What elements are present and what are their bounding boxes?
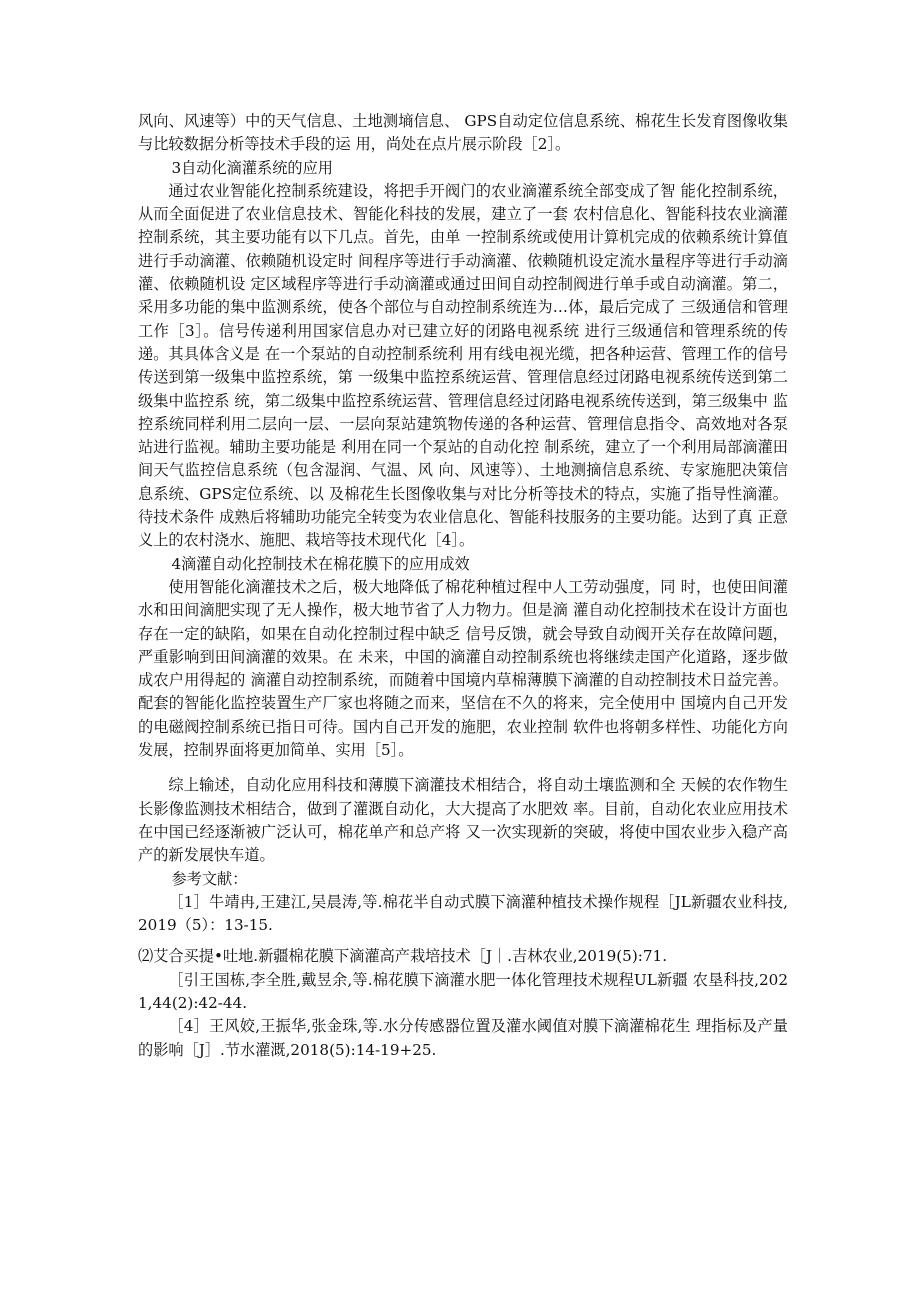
reference-4: ［4］王风姣,王振华,张金珠,等.水分传感器位置及灌水阈值对膜下滴灌棉花生 理指标及产量的影响［J］.节水灌溉,2018(5):14-19+25. — [138, 1017, 788, 1059]
document-page — [138, 110, 788, 1062]
paragraph-continuation: 风向、风速等）中的天气信息、土地测墒信息、 GPS自动定位信息系统、棉花生长发育图像收集与比较数据分析等技术手段的运 用，尚处在点片展示阶段［2］。 — [138, 112, 788, 154]
paragraph-gap — [138, 762, 788, 774]
reference-2: ⑵艾合买提•吐地.新疆棉花膜下滴灌高产栽培技术［J｜.吉林农业,2019(5):71. — [138, 947, 668, 966]
reference-1: ［1］牛靖冉,王建江,吴晨涛,等.棉花半自动式膜下滴灌种植技术操作规程［JL新疆农业科技,2019（5）：13-15. — [138, 892, 788, 935]
section-heading-4: 4滴灌自动化控制技术在棉花膜下的应用成效 — [171, 554, 470, 573]
references-title: 参考文献： — [171, 869, 248, 888]
paragraph-conclusion: 综上输述，自动化应用科技和薄膜下滴灌技术相结合，将自动土壤监测和全 天候的农作物生长影像监测技术相结合，做到了灌溉自动化，大大提高了水肥效 率。目前，自动化农业应用技术在中国已经逐渐被广泛认可，棉花单产和总产将 又一次实现新的突破，将使中国农业步入稳产高产的新发展快车道。 — [138, 776, 788, 865]
reference-gap — [138, 937, 788, 945]
section-heading-3: 3自动化滴灌系统的应用 — [171, 158, 333, 177]
paragraph-application-results: 使用智能化滴灌技术之后，极大地降低了棉花种植过程中人工劳动强度，同 时，也使田间灌水和田间滴肥实现了无人操作，极大地节省了人力物力。但是滴 灌自动化控制技术在设计方面也存在一定的缺陷，如果在自动化控制过程中缺乏 信号反馈，就会导致自动阀开关存在故障问题，严重影响到田间滴灌的效果。在 未来，中国的滴灌自动控制系统也将继续走国产化道路，逐步做成农户用得起的 滴灌自动控制系统，而随着中国境内草棉薄膜下滴灌的自动控制技术日益完善。配套的智能化监控装置生产厂家也将随之而来，坚信在不久的将来，完全使用中 国境内自己开发的电磁阀控制系统已指日可待。国内自己开发的施肥，农业控制 软件也将朝多样性、功能化方向发展，控制界面将更加简单、实用［5］。 — [138, 577, 788, 760]
paragraph-automation-system: 通过农业智能化控制系统建设，将把手开阀门的农业滴灌系统全部变成了智 能化控制系统，从而全面促进了农业信息技术、智能化科技的发展，建立了一套 农村信息化、智能科技农业滴灌控制系统，其主要功能有以下几点。首先，由单 一控制系统或使用计算机完成的依赖系统计算值进行手动滴灌、依赖随机设定时 间程序等进行手动滴灌、依赖随机设定流水量程序等进行手动滴灌、依赖随机设 定区域程序等进行手动滴灌或通过田间自动控制阀进行单手或自动滴灌。第二， 采用多功能的集中监测系统，使各个部位与自动控制系统连为…体，最后完成了 三级通信和管理工作［3］。信号传递利用国家信息办对已建立好的闭路电视系统 进行三级通信和管理系统的传递。其具体含义是 在一个泵站的自动控制系统利 用有线电视光缆，把各种运营、管理工作的信号传送到第一级集中监控系统，第 一级集中监控系统运营、管理信息经过闭路电视系统传送到第二级集中监控系 统，第二级集中监控系统运营、管理信息经过闭路电视系统传送到，第三级集中 监控系统同样利用二层向一层、一层向泵站建筑物传递的各种运营、管理信息指令、高效地对各泵站进行监视。辅助主要功能是 利用在同一个泵站的自动化控 制系统，建立了一个利用局部滴灌田间天气监控信息系统（包含湿润、气温、风 向、风速等）、土地测摘信息系统、专家施肥决策信息系统、GPS定位系统、以 及棉花生长图像收集与对比分析等技术的特点，实施了指导性滴灌。待技术条件 成熟后将辅助功能完全转变为农业信息化、智能科技服务的主要功能。达到了真 正意义上的农村浇水、施肥、栽培等技术现代化［4］。 — [138, 181, 788, 550]
reference-3: ［引王国栋,李全胜,戴昱余,等.棉花膜下滴灌水肥一体化管理技术规程UL新疆 农垦科技,2021,44(2):42-44. — [138, 970, 788, 1012]
